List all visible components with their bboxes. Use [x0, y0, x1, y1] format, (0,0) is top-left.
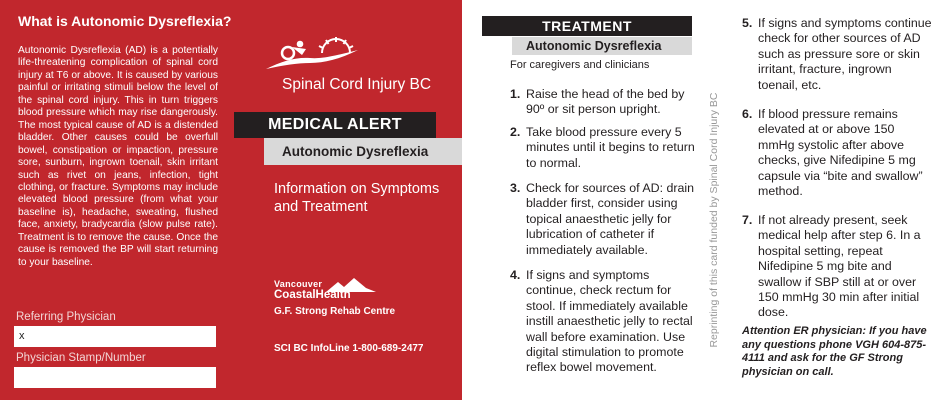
step-text: If not already present, seek medical help after step 6. In a hospital setting, repeat Nifedipine 5 mg bite and swallow if SBP still at or over 150 mmHg 30 min after initial dose. [758, 213, 921, 320]
step-text: Take blood pressure every 5 minutes until it begins to return to normal. [526, 125, 695, 170]
org-name: Spinal Cord Injury BC [282, 76, 432, 93]
left-panel [0, 0, 232, 400]
physician-stamp-label: Physician Stamp/Number [16, 352, 146, 364]
er-physician-note: Attention ER physician: If you have any questions phone VGH 604-875-4111 and ask for the GF Strong physician on call. [742, 325, 927, 378]
infoline: SCI BC InfoLine 1-800-689-2477 [274, 343, 424, 354]
vch-line2: CoastalHealth [274, 289, 351, 301]
vch-line1: Vancouver [274, 279, 323, 289]
medical-alert-title: MEDICAL ALERT [234, 112, 436, 138]
step-number: 5. [742, 16, 753, 30]
step-number: 6. [742, 107, 753, 121]
step-number: 2. [510, 125, 521, 139]
step-number: 1. [510, 87, 521, 101]
step-text: Check for sources of AD: drain bladder first, consider using topical anaesthetic jelly for lubrication of catheter if immediately available. [526, 181, 695, 257]
step-text: If signs and symptoms continue, check rectum for stool. If immediately available instill anaesthetic jelly to rectal wall before examination. Use digital stimulation to promote reflex bowel movement. [526, 268, 693, 375]
condition-label: Autonomic Dysreflexia [264, 138, 462, 165]
funding-note-text: Reprinting of this card funded by Spinal Cord Injury BC [708, 92, 720, 348]
funding-note [706, 85, 722, 355]
step-number: 3. [510, 181, 521, 195]
treatment-title: TREATMENT [482, 16, 692, 36]
referring-physician-field[interactable]: x [14, 326, 216, 347]
ad-description: Autonomic Dysreflexia (AD) is a potentially life-threatening complication of spinal cord injury at T6 or above. It is caused by various painful or irritating stimuli below the level of the spinal cord injury. This in turn triggers blood pressure which may rise dangerously. The most typical cause of AD is a distended bladder. Other causes could be overfull bowel, constipation or impaction, pressure sore, sunburn, ingrown toenail, skin irritant such as rivet on jeans, infection, tight clothing, or fracture. Symptoms may include elevated blood pressure (from what your baseline is), headache, sweating, flushed face, anxiety, bradycardia (slow pulse rate). Treatment is to remove the cause. Once the cause is removed the BP will start returning to your baseline. [18, 45, 218, 268]
sci-bc-logo-icon [262, 35, 388, 75]
step-text: If signs and symptoms continue check for other sources of AD such as pressure sore or skin irritant, fracture, ingrown toenail, etc. [758, 16, 932, 92]
step-text: If blood pressure remains elevated at or above 150 mmHg systolic after above checks, give Nifedipine 5 mg capsule via “bite and swallow” method. [758, 107, 923, 199]
referring-physician-label: Referring Physician [16, 311, 116, 323]
step-number: 7. [742, 213, 753, 227]
step-text: Raise the head of the bed by 90º or sit person upright. [526, 87, 685, 117]
step-number: 4. [510, 268, 521, 282]
physician-stamp-field[interactable] [14, 367, 216, 388]
heading-what-is-ad: What is Autonomic Dysreflexia? [18, 13, 232, 29]
treatment-audience: For caregivers and clinicians [510, 59, 650, 71]
info-title: Information on Symptoms and Treatment [274, 181, 440, 215]
treatment-condition: Autonomic Dysreflexia [512, 37, 692, 55]
middle-panel [232, 0, 462, 400]
rehab-centre: G.F. Strong Rehab Centre [274, 306, 396, 317]
